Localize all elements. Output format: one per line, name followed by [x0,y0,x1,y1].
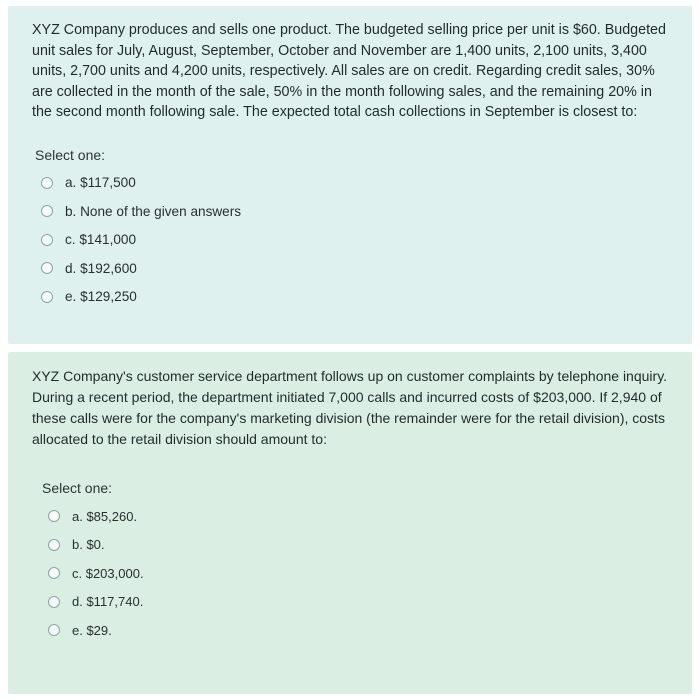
question-text: XYZ Company's customer service department follows up on customer complaints by telephone inquiry. During a recent period, the department initiated 7,000 calls and incurred costs of $203,000. If 2,940 of these calls were for the company's marketing division (the remainder were for the retail division), costs allocated to the retail division should amount to: [32,368,668,447]
radio-button[interactable] [48,567,60,579]
answer-options [48,502,674,645]
option-e[interactable] [41,283,672,312]
option-label: e. $129,250 [65,289,137,305]
question-card-1 [8,6,692,344]
select-one-label: Select one: [42,480,113,496]
option-c[interactable] [48,559,674,588]
radio-button[interactable] [41,205,53,217]
option-label: b. None of the given answers [65,203,242,219]
option-d[interactable] [48,588,674,617]
radio-button[interactable] [48,539,60,551]
option-label: d. $192,600 [65,260,137,276]
radio-button[interactable] [48,596,60,608]
option-b[interactable] [48,531,674,560]
option-label: c. $203,000. [72,565,144,581]
option-label: e. $29. [72,622,112,638]
radio-button[interactable] [41,177,53,189]
radio-button[interactable] [41,234,53,246]
option-label: a. $117,500 [65,175,136,191]
option-d[interactable] [41,254,672,283]
option-label: c. $141,000 [65,232,137,248]
answer-options [41,169,672,312]
option-b[interactable] [41,197,672,226]
option-c[interactable] [41,226,672,255]
radio-button[interactable] [48,624,60,636]
option-a[interactable] [48,502,674,531]
select-one-label: Select one: [35,146,106,163]
option-label: a. $85,260. [72,508,138,524]
radio-button[interactable] [48,510,60,522]
option-a[interactable] [41,169,672,198]
option-e[interactable] [48,616,674,645]
question-card-2 [8,352,692,694]
option-label: d. $117,740. [72,594,144,610]
question-text: XYZ Company produces and sells one product. The budgeted selling price per unit is $60. Budgeted unit sales for July, August, September, October and November are 1,400 units, 2,100 units, 3,400 units, 2,700 units and 4,200 units, respectively. All sales are on credit. Regarding credit sales, 30% are collected in the month of the sale, 50% in the month following sales, and the remaining 20% in the second month following sale. The expected total cash collections in September is closest to: [32,22,666,120]
radio-button[interactable] [41,291,53,303]
option-label: b. $0. [72,537,105,553]
radio-button[interactable] [41,262,53,274]
